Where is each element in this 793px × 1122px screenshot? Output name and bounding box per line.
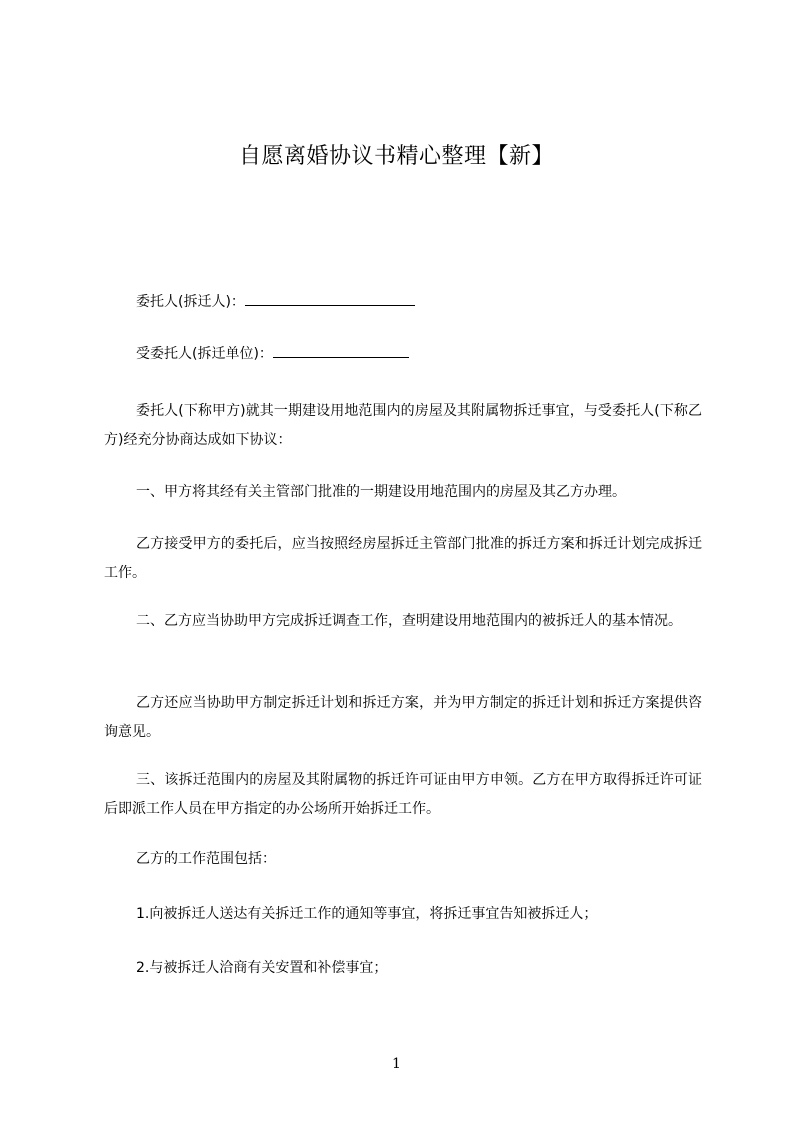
agent-field bbox=[104, 340, 702, 369]
principal-label: 委托人(拆迁人)： bbox=[136, 294, 245, 310]
agent-label: 受委托人(拆迁单位)： bbox=[136, 346, 273, 362]
paragraph-clause-1-detail: 乙方接受甲方的委托后，应当按照经房屋拆迁主管部门批准的拆迁方案和拆迁计划完成拆迁工作。 bbox=[104, 536, 702, 581]
principal-field bbox=[104, 288, 702, 317]
paragraph-intro: 委托人(下称甲方)就其一期建设用地范围内的房屋及其附属物拆迁事宜，与受委托人(下称乙方)经充分协商达成如下协议： bbox=[104, 403, 702, 448]
list-item-1: 1.向被拆迁人送达有关拆迁工作的通知等事宜，将拆迁事宜告知被拆迁人； bbox=[136, 906, 598, 922]
paragraph-clause-3: 三、该拆迁范围内的房屋及其附属物的拆迁许可证由甲方申领。乙方在甲方取得拆迁许可证后即派工作人员在甲方指定的办公场所开始拆迁工作。 bbox=[104, 772, 702, 817]
paragraph-clause-2: 二、乙方应当协助甲方完成拆迁调查工作，查明建设用地范围内的被拆迁人的基本情况。 bbox=[136, 613, 682, 629]
document-title: 自愿离婚协议书精心整理【新】 bbox=[238, 144, 554, 169]
principal-blank-line bbox=[245, 291, 415, 306]
agent-blank-line bbox=[273, 343, 409, 358]
list-item-2: 2.与被拆迁人洽商有关安置和补偿事宜； bbox=[136, 960, 388, 976]
paragraph-clause-1: 一、甲方将其经有关主管部门批准的一期建设用地范围内的房屋及其乙方办理。 bbox=[136, 484, 626, 500]
page-number: 1 bbox=[392, 1056, 401, 1072]
paragraph-clause-2-detail: 乙方还应当协助甲方制定拆迁计划和拆迁方案，并为甲方制定的拆迁计划和拆迁方案提供咨询意见。 bbox=[104, 695, 702, 740]
paragraph-scope-heading: 乙方的工作范围包括： bbox=[136, 851, 276, 867]
